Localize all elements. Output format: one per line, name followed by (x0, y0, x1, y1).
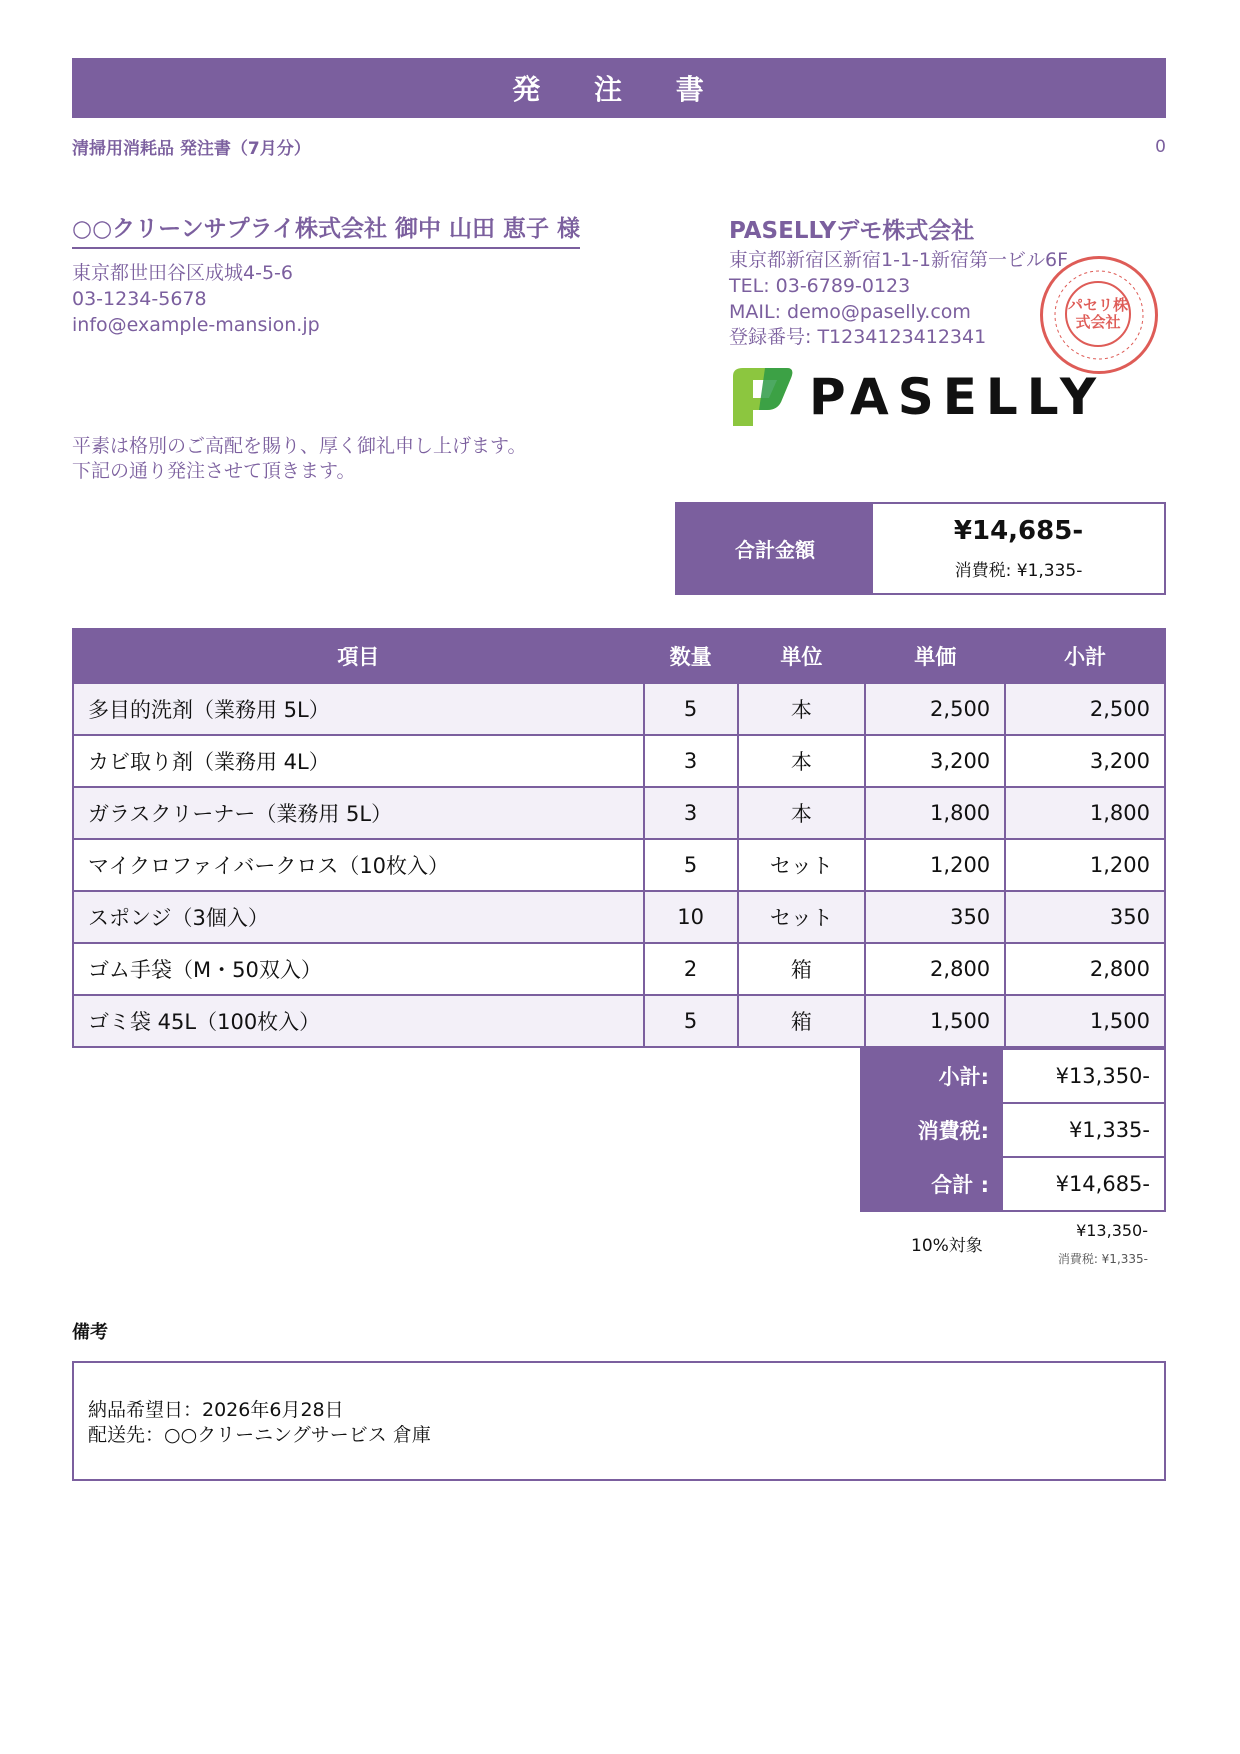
table-row (73, 683, 1165, 735)
item-unit: 箱 (738, 943, 866, 995)
company-tel: TEL: 03-6789-0123 (729, 275, 911, 297)
client-phone: 03-1234-5678 (72, 288, 207, 310)
header-quantity: 数量 (644, 629, 738, 683)
company-mail: MAIL: demo@paselly.com (729, 301, 971, 323)
item-unit: 箱 (738, 995, 866, 1047)
subtotal-value: ¥13,350- (1002, 1049, 1165, 1103)
item-quantity: 5 (644, 995, 738, 1047)
item-unit: 本 (738, 683, 866, 735)
subtotal-label: 小計: (861, 1049, 1002, 1103)
company-seal-stamp (1040, 256, 1158, 374)
header-item: 項目 (73, 629, 644, 683)
client-address: 東京都世田谷区成城4-5-6 (72, 262, 293, 284)
table-row (73, 891, 1165, 943)
paselly-leaf-icon (729, 366, 799, 428)
greeting-line-1: 平素は格別のご高配を賜り、厚く御礼申し上げます。 (72, 435, 527, 457)
total-amount-values (873, 504, 1164, 593)
document-title-bar (72, 58, 1166, 118)
item-quantity: 10 (644, 891, 738, 943)
item-quantity: 3 (644, 735, 738, 787)
item-unit-price: 3,200 (865, 735, 1005, 787)
header-subtotal: 小計 (1005, 629, 1165, 683)
item-unit: 本 (738, 735, 866, 787)
item-subtotal: 2,800 (1005, 943, 1165, 995)
remarks-title: 備考 (72, 1322, 108, 1343)
item-subtotal: 1,500 (1005, 995, 1165, 1047)
item-unit-price: 2,800 (865, 943, 1005, 995)
summary-row-subtotal (861, 1049, 1165, 1103)
table-row (73, 943, 1165, 995)
item-unit-price: 1,800 (865, 787, 1005, 839)
item-unit: セット (738, 891, 866, 943)
seal-text: パセリ株式会社 (1065, 281, 1131, 347)
item-name: ゴミ袋 45L（100枚入） (73, 995, 644, 1047)
item-name: ガラスクリーナー（業務用 5L） (73, 787, 644, 839)
tax-rate-tax: 消費税: ¥1,335- (1057, 1252, 1148, 1266)
logo-wordmark: PASELLY (809, 368, 1106, 426)
items-table-header (73, 629, 1165, 683)
item-name: ゴム手袋（M・50双入） (73, 943, 644, 995)
company-name: PASELLYデモ株式会社 (729, 218, 975, 244)
header-unit: 単位 (738, 629, 866, 683)
tax-rate-label: 10%対象 (911, 1236, 983, 1256)
item-quantity: 2 (644, 943, 738, 995)
item-quantity: 3 (644, 787, 738, 839)
item-subtotal: 2,500 (1005, 683, 1165, 735)
tax-rate-base: ¥13,350- (1076, 1221, 1148, 1240)
item-subtotal: 1,800 (1005, 787, 1165, 839)
page-number: 0 (1155, 137, 1166, 157)
total-tax-value: 消費税: ¥1,335- (954, 561, 1083, 581)
item-name: マイクロファイバークロス（10枚入） (73, 839, 644, 891)
table-row (73, 995, 1165, 1047)
total-amount-value: ¥14,685- (953, 516, 1084, 546)
table-row (73, 735, 1165, 787)
tax-value: ¥1,335- (1002, 1103, 1165, 1157)
item-subtotal: 3,200 (1005, 735, 1165, 787)
company-registration: 登録番号: T1234123412341 (729, 326, 987, 348)
total-label: 合計 : (861, 1157, 1002, 1211)
item-quantity: 5 (644, 683, 738, 735)
remarks-delivery-date: 納品希望日：2026年6月28日 (88, 1399, 344, 1421)
table-row (73, 839, 1165, 891)
tax-label: 消費税: (861, 1103, 1002, 1157)
item-unit-price: 2,500 (865, 683, 1005, 735)
greeting-line-2: 下記の通り発注させて頂きます。 (72, 460, 356, 482)
summary-table (860, 1048, 1166, 1212)
remarks-delivery-address: 配送先：○○クリーニングサービス 倉庫 (88, 1424, 431, 1446)
header-unit-price: 単価 (865, 629, 1005, 683)
client-name: ○○クリーンサプライ株式会社 御中 山田 恵子 様 (72, 210, 580, 249)
summary-row-tax (861, 1103, 1165, 1157)
item-subtotal: 350 (1005, 891, 1165, 943)
item-unit: 本 (738, 787, 866, 839)
client-email: info@example-mansion.jp (72, 314, 320, 336)
item-quantity: 5 (644, 839, 738, 891)
table-row (73, 787, 1165, 839)
items-table (72, 628, 1166, 1048)
document-title: 発 注 書 (512, 73, 726, 106)
item-unit-price: 350 (865, 891, 1005, 943)
total-amount-label: 合計金額 (677, 504, 873, 593)
total-value: ¥14,685- (1002, 1157, 1165, 1211)
remarks-box (72, 1361, 1166, 1481)
item-subtotal: 1,200 (1005, 839, 1165, 891)
total-amount-box (675, 502, 1166, 595)
item-name: 多目的洗剤（業務用 5L） (73, 683, 644, 735)
document-subtitle: 清掃用消耗品 発注書（7月分） (72, 139, 311, 159)
item-unit-price: 1,500 (865, 995, 1005, 1047)
summary-row-total (861, 1157, 1165, 1211)
item-unit: セット (738, 839, 866, 891)
paselly-logo (729, 366, 1106, 428)
company-address: 東京都新宿区新宿1-1-1新宿第一ビル6F (729, 249, 1068, 271)
item-name: カビ取り剤（業務用 4L） (73, 735, 644, 787)
item-unit-price: 1,200 (865, 839, 1005, 891)
item-name: スポンジ（3個入） (73, 891, 644, 943)
